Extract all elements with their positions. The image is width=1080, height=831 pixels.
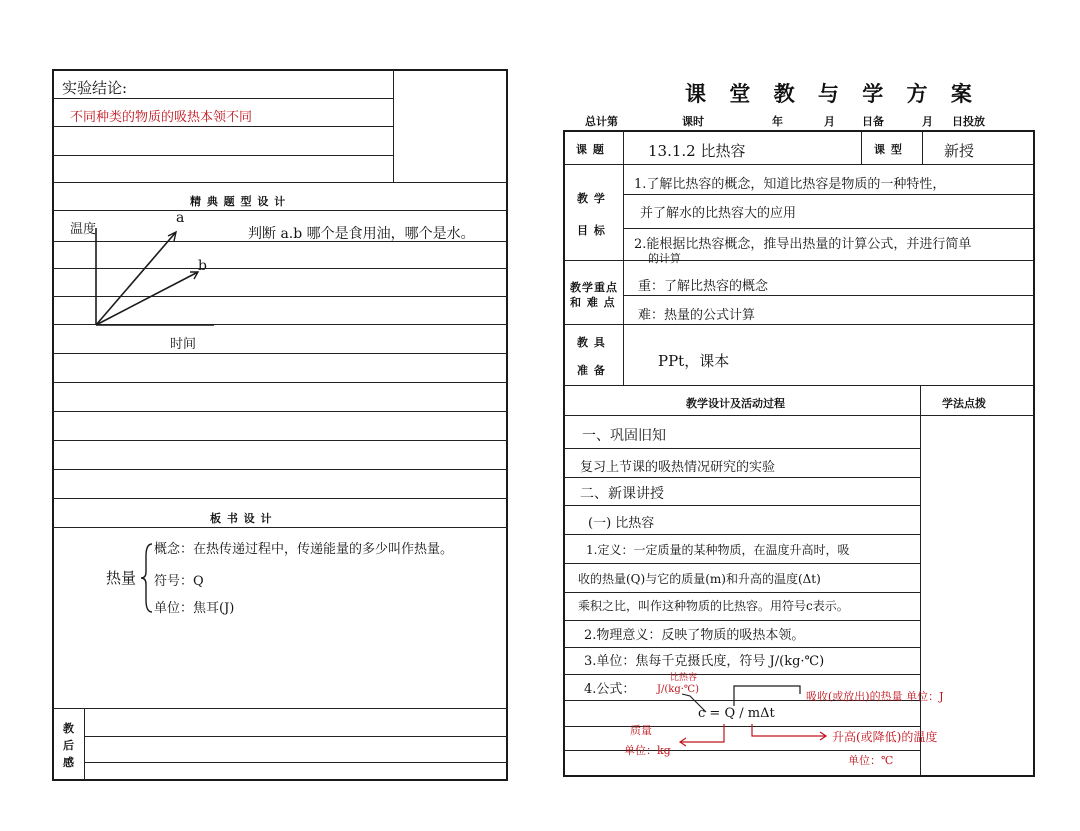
key-point: 重：了解比热容的概念 (638, 279, 769, 294)
page-title: 课 堂 教 与 学 方 案 (685, 82, 980, 106)
key-label-1: 教学重点 (570, 281, 618, 294)
hard-point: 难：热量的公式计算 (638, 308, 756, 323)
topic-value: 13.1.2 比热容 (648, 142, 746, 160)
process-line-5: 1.定义：一定质量的某种物质，在温度升高时，吸 (586, 543, 850, 557)
note-c-label: 比热容 (670, 673, 698, 683)
process-line-6: 收的热量(Q)与它的质量(m)和升高的温度(Δt) (578, 572, 821, 586)
process-line-7: 乘积之比，叫作这种物质的比热容。用符号c表示。 (578, 599, 849, 613)
note-t: 升高(或降低)的温度 (832, 730, 938, 744)
note-c-unit: J/(kg·℃) (657, 684, 700, 695)
board-topic: 热量 (106, 569, 137, 587)
tools-value: PPt，课本 (658, 352, 730, 370)
process-line-2: 复习上节课的吸热情况研究的实验 (580, 460, 776, 475)
header-year: 年 (772, 115, 783, 128)
board-concept: 概念：在热传递过程中，传递能量的多少叫作热量。 (154, 542, 454, 557)
header-day-prepare: 日备 (862, 115, 884, 128)
header-total: 总计第 (585, 115, 618, 128)
tools-label-2: 准 备 (577, 364, 606, 377)
process-line-10: 4.公式： (584, 682, 636, 697)
note-m-unit: 单位：kg (624, 744, 671, 757)
process-line-1: 一、巩固旧知 (582, 428, 666, 444)
reflection-label-2: 后 (63, 739, 75, 752)
header-hours: 课时 (682, 115, 704, 128)
type-label: 课 型 (874, 143, 903, 156)
goals-label-2: 目 标 (577, 224, 606, 237)
reflection-label-1: 教 (63, 722, 75, 735)
board-unit: 单位：焦耳(J) (154, 601, 235, 616)
process-line-9: 3.单位：焦每千克摄氏度，符号 J/(kg·℃) (584, 654, 825, 669)
note-t-unit: 单位：℃ (848, 754, 894, 767)
conclusion-text: 不同种类的物质的吸热本领不同 (70, 110, 253, 125)
tools-label-1: 教 具 (577, 336, 606, 349)
section-board-title: 板 书 设 计 (210, 512, 273, 525)
goals-label-1: 教 学 (577, 192, 606, 205)
process-line-4: (一) 比热容 (588, 516, 655, 531)
section-classic-title: 精 典 题 型 设 计 (190, 195, 287, 208)
line-a-label: a (176, 210, 185, 226)
goal-1a: 1.了解比热容的概念，知道比热容是物质的一种特性， (634, 177, 946, 192)
goal-1b: 并了解水的比热容大的应用 (640, 206, 797, 221)
note-q: 吸收(或放出)的热量 单位：J (806, 690, 944, 703)
header-day-deliver: 日投放 (952, 115, 985, 128)
process-line-8: 2.物理意义：反映了物质的吸热本领。 (584, 628, 805, 643)
goal-2b: 的计算 (648, 252, 681, 265)
type-value: 新授 (944, 142, 975, 160)
reflection-label-3: 感 (63, 756, 75, 769)
goal-2a: 2.能根据比热容概念，推导出热量的计算公式，并进行简单 (634, 237, 972, 252)
formula: c = Q / mΔt (698, 706, 775, 721)
process-header: 教学设计及活动过程 (686, 397, 785, 410)
x-axis-label: 时间 (170, 337, 197, 352)
method-header: 学法点拨 (942, 397, 986, 410)
graph-question: 判断 a.b 哪个是食用油，哪个是水。 (248, 226, 475, 242)
topic-label: 课 题 (576, 143, 605, 156)
header-month: 月 (824, 115, 835, 128)
header-month-2: 月 (922, 115, 933, 128)
note-m-label: 质量 (630, 724, 652, 737)
key-label-2: 和 难 点 (570, 296, 616, 309)
process-line-3: 二、新课讲授 (580, 486, 664, 502)
y-axis-label: 温度 (70, 222, 97, 237)
conclusion-label: 实验结论: (62, 79, 128, 97)
board-symbol: 符号：Q (154, 574, 204, 589)
line-b-label: b (198, 258, 207, 274)
